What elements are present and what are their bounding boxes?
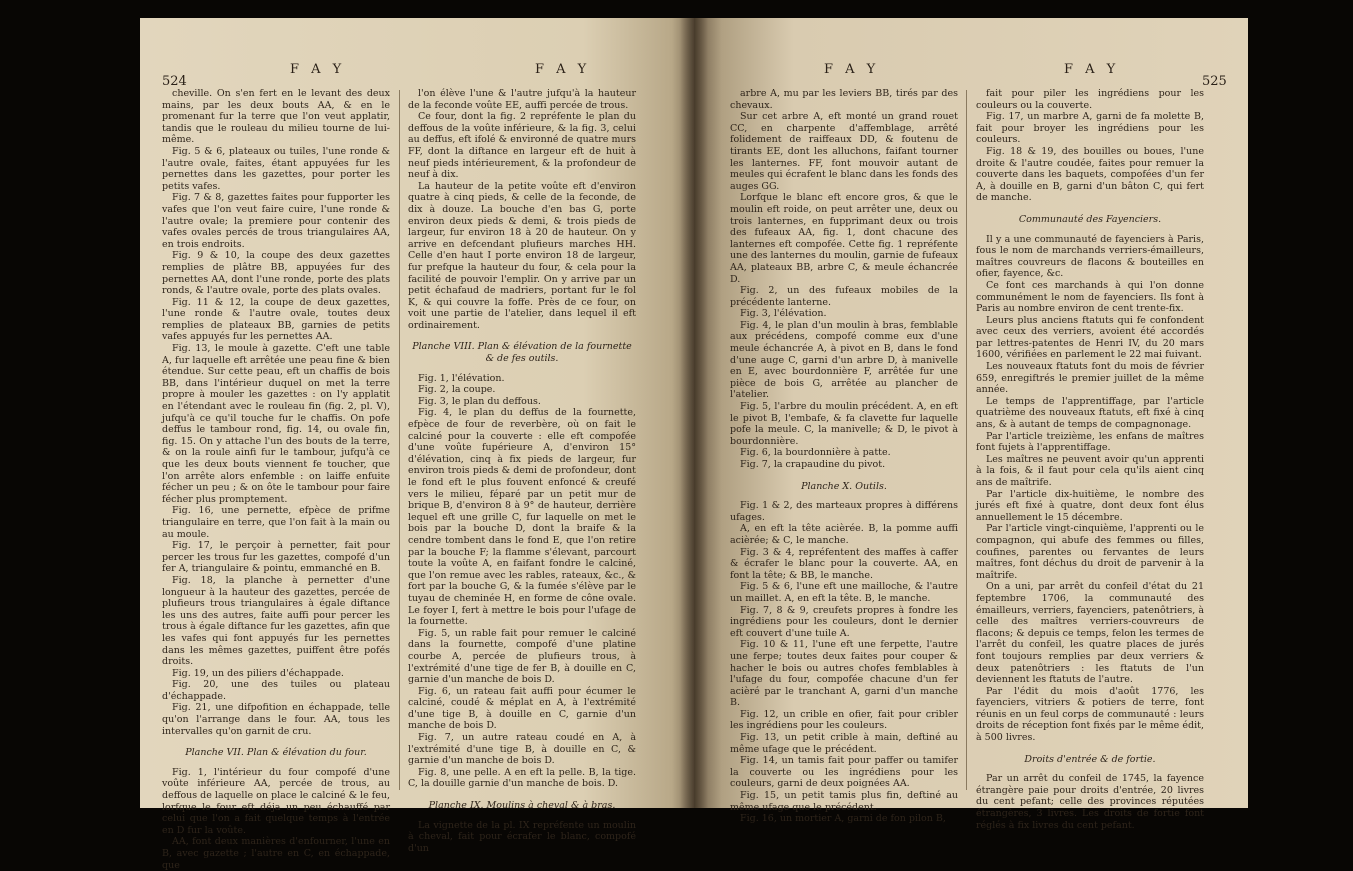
paragraph: Fig. 1, l'élévation. — [418, 372, 505, 384]
open-book — [140, 18, 1248, 871]
page-number: 524 — [162, 74, 187, 89]
text-column-2 — [408, 88, 636, 854]
paragraph: Fig. 18 & 19, des bouilles ou boues, l'une droite & l'autre coudée, faites pour remuer la couverte dans les baquets, compofées d'un fer A, à douille en B, garni d'un bâton C, qui fert de manche. — [976, 145, 1204, 204]
paragraph: Fig. 17, le perçoir à pernetter, fait pour percer les trous fur les gazettes, compofé d'un fer A, triangulaire & pointu, emmanché en B. — [162, 540, 390, 575]
paragraph: Fig. 6, la bourdonnière à patte. — [740, 447, 891, 459]
paragraph: Fig. 9 & 10, la coupe des deux gazettes remplies de plâtre BB, appuyées fur des pernettes AA, dont l'une ronde, porte des plats ronds, & l'autre ovale, porte des plats ovales. — [162, 250, 390, 297]
running-head: F A Y — [1064, 62, 1120, 77]
running-head: F A Y — [535, 62, 591, 77]
text-column-2 — [976, 88, 1204, 831]
paragraph: Par un arrêt du confeil de 1745, la fayence étrangère paie pour droits d'entrée, 20 livres du cent pefant; celle des provinces réputées étrangères, 3 livres. Les droits de fortie font réglés à fix livres du cent pefant. — [976, 773, 1204, 831]
paragraph: Fig. 3, le plan du deffous. — [418, 395, 541, 407]
paragraph: Fig. 17, un marbre A, garni de fa molette B, fait pour broyer les ingrédiens pour les couleurs. — [976, 111, 1204, 146]
paragraph: Fig. 10 & 11, l'une eft une ferpette, l'autre une ferpe; toutes deux faites pour couper & hacher le bois ou autres chofes femblables à l'ufage du four, compofée chacune d'un fer acièré par le tranchant A, garni d'un manche B. — [730, 639, 958, 709]
paragraph: Fig. 1, l'intérieur du four compofé d'une voûte inférieure AA, percée de trous, au deffous de laquelle on place le calciné & le feu, lorfque le four eft déja un peu échauffé par celui que l'on a fait quelque temps à l'entrée en D fur la voûte. — [162, 766, 391, 836]
section-heading: Planche IX. Moulins à cheval & à bras. — [428, 800, 616, 812]
paragraph: Les maîtres ne peuvent avoir qu'un apprenti à la fois, & il faut pour cela qu'ils aient cinq ans de maîtrife. — [976, 453, 1204, 488]
paragraph: Fig. 5 & 6, plateaux ou tuiles, l'une ronde & l'autre ovale, faites, étant appuyées fur les pernettes dans les gazettes, pour porter les petits vafes. — [162, 145, 390, 192]
paragraph: Fig. 7, 8 & 9, creufets propres à fondre les ingrédiens pour les couleurs, dont le dernier eft couvert d'une tuile A. — [730, 604, 958, 639]
paragraph: Fig. 4, le plan du deffus de la fournette, efpèce de four de reverbère, où on fait le calciné pour la couverte : elle eft compofée d'une voûte fupérieure A, d'environ 15° d'élévation, cinq à fix pieds de largeur, fur environ trois pieds & demi de profondeur, dont le fond eft le plus fouvent enfoncé & creufé vers le milieu, féparé par un petit mur de brique B, d'environ 8 à 9° de hauteur, derrière lequel eft une grille C, fur laquelle on met le bois par la bouche D, dont la braife & la cendre tombent dans le fond E, que l'on retire par la bouche F; la flamme s'élevant, parcourt toute la voûte A, en faifant fondre le calciné, que l'on remue avec les rables, rateaux, &c., & fort par la bouche G, & la fumée s'élève par le tuyau de cheminée H, en forme de cône ovale. Le foyer I, fert à mettre le bois pour l'ufage de la fournette. — [408, 407, 636, 628]
paragraph: Fig. 11 & 12, la coupe de deux gazettes, l'une ronde & l'autre ovale, toutes deux remplies de plateaux BB, garnies de petits vafes appuyés fur les pernettes AA. — [162, 296, 390, 343]
paragraph: Fig. 16, un mortier A, garni de fon pilon B, — [740, 813, 946, 825]
section-heading: Planche VIII. Plan & élévation de la fournette & de fes outils. — [412, 341, 632, 365]
paragraph: Fig. 16, une pernette, efpèce de prifme triangulaire en terre, que l'on fait à la main ou au moule. — [162, 505, 390, 540]
text-column-1 — [730, 88, 958, 825]
paragraph: Fig. 21, une difpofition en échappade, telle qu'on l'arrange dans le four. AA, tous les intervalles qu'on garnit de cru. — [162, 702, 390, 737]
paragraph: A, en eft la tête acièrée. B, la pomme auffi acièrée; & C, le manche. — [730, 523, 958, 546]
paragraph: Fig. 20, une des tuiles ou plateau d'échappade. — [162, 679, 390, 702]
paragraph: Fig. 5, un rable fait pour remuer le calciné dans la fournette, compofé d'une platine courbe A, percée de plufieurs trous, à l'extrémité d'une tige de fer B, à douille en C, garnie d'un manche de bois D. — [408, 627, 636, 686]
paragraph: Fig. 2, la coupe. — [418, 384, 496, 396]
paragraph: Fig. 8, une pelle. A en eft la pelle. B, la tige. C, la douille garnie d'un manche de bois. D. — [408, 766, 636, 790]
paragraph: Par l'article vingt-cinquième, l'apprenti ou le compagnon, qui abufe des femmes ou filles, coufines, parentes ou fervantes de leurs maîtres, font déchus du droit de parvenir à la maîtrife. — [976, 523, 1204, 581]
paragraph: cheville. On s'en fert en le levant des deux mains, par les deux bouts AA, & en le promenant fur la terre que l'on veut applatir, tandis que le rouleau du milieu tourne de lui-même. — [162, 88, 390, 146]
running-head: F A Y — [824, 62, 880, 77]
paragraph: AA, font deux manières d'enfourner, l'une en B, avec gazette ; l'autre en C, en échappade, que — [162, 836, 390, 871]
paragraph: Fig. 5, l'arbre du moulin précédent. A, en eft le pivot B, l'embafe, & fa clavette fur laquelle pofe la meule. C, la manivelle; & D, le pivot à bourdonnière. — [730, 401, 958, 447]
section-heading: Communauté des Fayenciers. — [1018, 213, 1162, 225]
paragraph: La vignette de la pl. IX repréfente un moulin à cheval, fait pour écrafer le blanc, compofé d'un — [408, 819, 636, 854]
paragraph: Leurs plus anciens ftatuts qui fe confondent avec ceux des verriers, avoient été accordés par lettres-patentes de Henri IV, du 20 mars 1600, vérifiées en parlement le 22 mai fuivant. — [976, 314, 1204, 361]
paragraph: Le temps de l'apprentiffage, par l'article quatrième des nouveaux ftatuts, eft fixé à cinq ans, & à autant de temps de compagnonage. — [976, 395, 1204, 431]
paragraph: Fig. 15, un petit tamis plus fin, deftiné au même ufage que le précédent. — [730, 790, 958, 813]
paragraph: Ce font ces marchands à qui l'on donne communément le nom de fayenciers. Ils font à Paris au nombre environ de cent trente-fix. — [976, 279, 1204, 315]
paragraph: Fig. 19, un des piliers d'échappade. — [172, 667, 344, 679]
paragraph: Fig. 7, la crapaudine du pivot. — [740, 459, 886, 470]
page-number: 525 — [1202, 74, 1227, 89]
paragraph: Fig. 6, un rateau fait auffi pour écumer le calciné, coudé & méplat en A, à l'extrémité d'une tige B, à douille en C, garnie d'un manche de bois D. — [408, 685, 636, 732]
paragraph: Ce four, dont la fig. 2 repréfente le plan du deffous de la voûte inférieure, & la fig. 3, celui au deffus, eft ifolé & environné de quatre murs FF, dont la diftance en largeur eft de huit à neuf pieds intérieurement, & la profondeur de neuf à dix. — [408, 111, 636, 181]
left-page — [140, 18, 694, 871]
column-rule — [399, 90, 400, 790]
paragraph: Sur cet arbre A, eft monté un grand rouet CC, en charpente d'affemblage, arrêté folidement de raiffeaux DD, & foutenu de tirants EE, dont les alluchons, faifant tourner les lanternes. FF, font mouvoir autant de meules qui écrafent le blanc dans les fonds des auges GG. — [730, 111, 958, 192]
paragraph: Fig. 14, un tamis fait pour paffer ou tamifer la couverte ou les ingrédiens pour les couleurs, garni de deux poignées AA. — [730, 755, 958, 790]
paragraph: On a uni, par arrêt du confeil d'état du 21 feptembre 1706, la communauté des émailleurs, verriers, fayenciers, patenôtriers, à celle des maîtres verriers-couvreurs de flacons; & depuis ce temps, felon les termes de l'arrêt du confeil, les quatre places de jurés font toujours remplies par deux verriers & deux patenôtriers : les ftatuts de l'un deviennent les ftatuts de l'autre. — [976, 581, 1204, 686]
paragraph: Fig. 13, le moule à gazette. C'eft une table A, fur laquelle eft arrêtée une peau fine & bien étendue. Sur cette peau, eft un chaffis de bois BB, dans l'intérieur duquel on met la terre propre à mouler les gazettes : on l'y applatit en l'étendant avec le rouleau fin (fig. 2, pl. V), jufqu'à ce qu'il touche fur le chaffis. On pofe deffus le tambour rond, fig. 14, ou ovale fin, fig. 15. On y attache l'un des bouts de la terre, & on la roule ainfi fur le tambour, jufqu'à ce que les deux bouts viennent fe toucher, que l'on arrête alors enfemble : on laiffe enfuite fécher un peu ; & on ôte le tambour pour faire fécher plus promptement. — [162, 343, 390, 505]
column-rule — [966, 90, 967, 790]
paragraph: Fig. 7 & 8, gazettes faites pour fupporter les vafes que l'on veut faire cuire, l'une ronde & l'autre ovale; la premiere pour contenir des vafes ovales percés de trous triangulaires AA, en trois endroits. — [162, 192, 390, 250]
paragraph: Fig. 18, la planche à pernetter d'une longueur à la hauteur des gazettes, percée de plufieurs trous triangulaires à égale diftance les uns des autres, faite auffi pour percer les trous à égale diftance fur les gazettes, afin que les vafes qui font appuyés fur les pernettes dans les mêmes gazettes, puiffent être pofés droits. — [162, 574, 390, 668]
text-column-1 — [162, 88, 391, 871]
paragraph: Fig. 5 & 6, l'une eft une mailloche, & l'autre un maillet. A, en eft la tête. B, le manche. — [730, 581, 958, 604]
paragraph: La hauteur de la petite voûte eft d'environ quatre à cinq pieds, & celle de la feconde, de dix à douze. La bouche d'en bas G, porte environ deux pieds & demi, & trois pieds de largeur, fur environ 18 à 20 de hauteur. On y arrive en defcendant plufieurs marches HH. Celle d'en haut I porte environ 18 de largeur, fur prefque la hauteur du four, & cela pour la facilité de pouvoir l'emplir. On y arrive par un petit échafaud de madriers, portant fur le fol K, & qui couvre la foffe. Près de ce four, on voit une partie de l'atelier, dans lequel il eft ordinairement. — [408, 180, 636, 331]
right-page — [694, 18, 1248, 831]
paragraph: Fig. 4, le plan d'un moulin à bras, femblable aux précédens, compofé comme eux d'une meule échancrée A, à pivot en B, dans le fond d'une auge C, garni d'un arbre D, à manivelle en E, avec bourdonnière F, arrêtée fur une pièce de bois G, arrêtée au plancher de l'atelier. — [730, 319, 958, 401]
running-head: F A Y — [290, 62, 346, 77]
paragraph: Lorfque le blanc eft encore gros, & que le moulin eft roide, on peut arrêter une, deux ou trois lanternes, en fupprimant deux ou trois des fufeaux AA, fig. 1, dont chacune des lanternes eft compofée. Cette fig. 1 repréfente une des lanternes du moulin, garnie de fufeaux AA, plateaux BB, arbre C, & meule échancrée D. — [730, 192, 958, 285]
paragraph: Fig. 1 & 2, des marteaux propres à différens ufages. — [730, 500, 958, 523]
section-heading: Droits d'entrée & de fortie. — [1024, 753, 1156, 765]
paragraph: Fig. 12, un crible en ofier, fait pour cribler les ingrédiens pour les couleurs. — [730, 708, 958, 732]
paragraph: Par l'article treizième, les enfans de maîtres font fujets à l'apprentiffage. — [976, 430, 1204, 454]
paragraph: Fig. 2, un des fufeaux mobiles de la précédente lanterne. — [730, 285, 958, 308]
paragraph: Les nouveaux ftatuts font du mois de février 659, enregiftrés le premier juillet de la même année. — [976, 361, 1204, 396]
paragraph: l'on élève l'une & l'autre jufqu'à la hauteur de la feconde voûte EE, auffi percée de trous. — [408, 88, 636, 111]
section-heading: Planche VII. Plan & élévation du four. — [185, 747, 367, 759]
section-heading: Planche X. Outils. — [801, 480, 887, 492]
paragraph: Fig. 7, un autre rateau coudé en A, à l'extrémité d'une tige B, à douille en C, & garnie d'un manche de bois D. — [408, 732, 636, 767]
paragraph: Fig. 13, un petit crible à main, deftiné au même ufage que le précédent. — [730, 732, 958, 755]
paragraph: Fig. 3 & 4, repréfentent des maffes à caffer & écrafer le blanc pour la couverte. AA, en font la tête; & BB, le manche. — [730, 546, 958, 581]
paragraph: Par l'édit du mois d'août 1776, les fayenciers, vitriers & potiers de terre, font réunis en un feul corps de communauté : leurs droits de réception font fixés par le même édit, à 500 livres. — [976, 685, 1204, 744]
paragraph: Fig. 3, l'élévation. — [740, 308, 827, 320]
paragraph: fait pour piler les ingrédiens pour les couleurs ou la couverte. — [976, 88, 1204, 111]
book-gutter — [680, 18, 708, 808]
paragraph: Il y a une communauté de fayenciers à Paris, fous le nom de marchands verriers-émailleurs, maîtres couvreurs de flacons & bouteilles en ofier, fayence, &c. — [976, 233, 1204, 280]
paragraph: arbre A, mu par les leviers BB, tirés par des chevaux. — [730, 88, 958, 111]
paragraph: Par l'article dix-huitième, le nombre des jurés eft fixé à quatre, dont deux font élus annuellement le 15 décembre. — [976, 488, 1204, 523]
